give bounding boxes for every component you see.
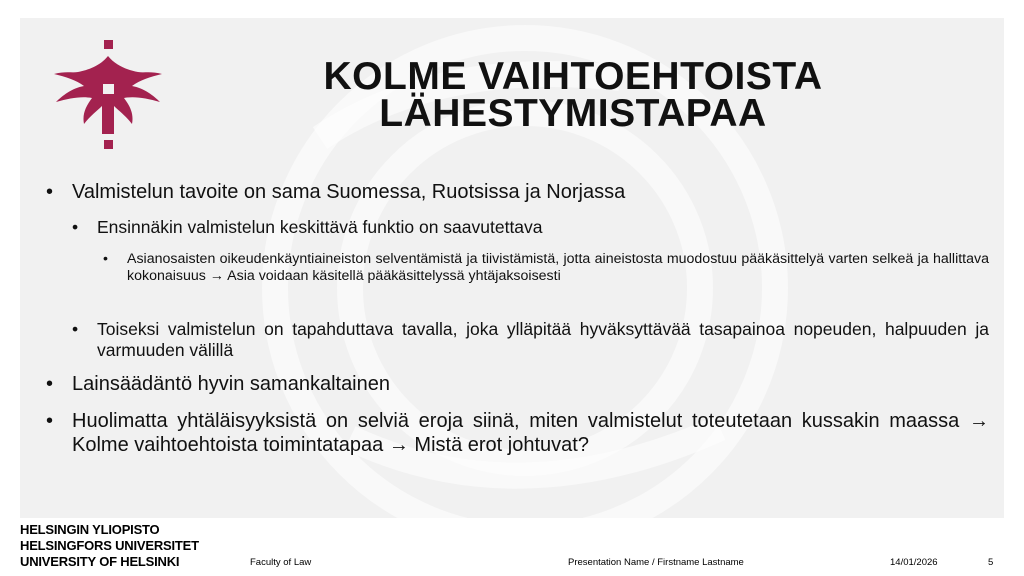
university-name-fi: HELSINGIN YLIOPISTO [20,522,160,537]
list-item [46,372,992,396]
list-item [46,409,989,457]
list-item [103,251,989,285]
footer-presentation-name: Presentation Name / Firstname Lastname [568,557,744,568]
page-number: 5 [988,557,994,568]
university-name-en: UNIVERSITY OF HELSINKI [20,554,180,569]
footer-date: 14/01/2026 [890,557,938,568]
footer-faculty: Faculty of Law [250,557,312,568]
bullet-dot: • [72,319,79,339]
bullet-text: Ensinnäkin valmistelun keskittävä funktio on saavutettava [97,217,543,237]
title-line-1: KOLME VAIHTOEHTOISTA [323,55,823,98]
bullet-dot: • [46,181,54,203]
bullet-text: Toiseksi valmistelun on tapahduttava tavalla, joka ylläpitää hyväksyttävää tasapainoa nopeuden, halpuuden ja varmuuden välillä [97,319,989,360]
bullet-dot: • [46,410,54,432]
bullet-dot: • [46,373,54,395]
list-item [72,217,997,238]
bullet-text: Lainsäädäntö hyvin samankaltainen [72,373,390,395]
bullet-text: Valmistelun tavoite on sama Suomessa, Ruotsissa ja Norjassa [72,181,626,203]
bullet-dot: • [72,217,79,237]
bullet-text: Asianosaisten oikeudenkäyntiaineiston selventämistä ja tiivistämistä, jotta aineistosta muodostuu pääkäsittelyä varten selkeä ja hallittava kokonaisuus → Asia voidaan käsitellä pääkäsittelyssä yhtäjaksoisesti [127,251,989,284]
university-name-sv: HELSINGFORS UNIVERSITET [20,538,199,553]
title-line-2: LÄHESTYMISTAPAA [379,92,767,135]
bullet-dot: • [103,251,108,267]
list-item [72,319,989,361]
university-wordmark [20,522,199,570]
bullet-text: Huolimatta yhtäläisyyksistä on selviä eroja siinä, miten valmistelut toteutetaan kussakin maassa → Kolme vaihtoehtoista toimintatapaa → Mistä erot johtuvat? [72,410,989,456]
list-item [46,180,992,204]
